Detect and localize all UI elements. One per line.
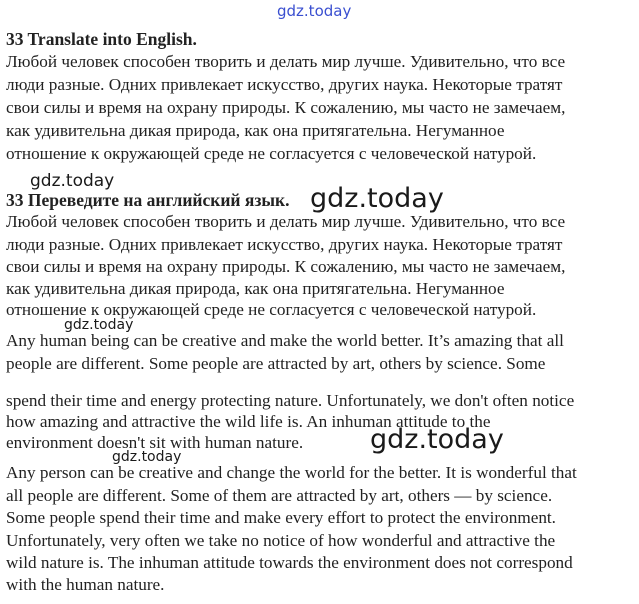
watermark-4: gdz.today [370, 424, 504, 455]
watermark-2: gdz.today [310, 183, 444, 214]
task2-line-2: люди разные. Одних привлекает искусство, других наука. Некоторые тратят [6, 235, 563, 254]
answer2-line-6: with the human nature. [6, 575, 165, 594]
watermark-5: gdz.today [112, 449, 182, 465]
answer2-line-5: wild nature is. The inhuman attitude towards the environment does not correspond [6, 553, 573, 572]
answer1-line-1: Any human being can be creative and make the world better. It’s amazing that all [6, 331, 564, 350]
task2-heading: 33 Переведите на английский язык. [6, 190, 290, 210]
task2-line-1: Любой человек способен творить и делать мир лучше. Удивительно, что все [6, 212, 566, 231]
answer2-line-3: Some people spend their time and make every effort to protect the environment. [6, 508, 556, 527]
task1-line-4: как удивительна дикая природа, как она притягательна. Негуманное [6, 121, 505, 140]
task1-line-5: отношение к окружающей среде не согласуется с человеческой натурой. [6, 144, 537, 163]
answer2-line-2: all people are different. Some of them are attracted by art, others — by science. [6, 486, 553, 505]
watermark-top: gdz.today [277, 2, 352, 20]
task1-line-2: люди разные. Одних привлекает искусство, других наука. Некоторые тратят [6, 75, 563, 94]
answer2-line-1: Any person can be creative and change the world for the better. It is wonderful that [6, 463, 577, 482]
answer1-line-3: spend their time and energy protecting nature. Unfortunately, we don't often notice [6, 391, 575, 410]
task2-line-3: свои силы и время на охрану природы. К сожалению, мы часто не замечаем, [6, 257, 566, 276]
task1-line-3: свои силы и время на охрану природы. К сожалению, мы часто не замечаем, [6, 98, 566, 117]
watermark-3: gdz.today [64, 317, 134, 333]
watermark-1: gdz.today [30, 171, 115, 191]
answer1-line-2: people are different. Some people are attracted by art, others by science. Some [6, 354, 546, 373]
answer2-line-4: Unfortunately, very often we take no notice of how wonderful and attractive the [6, 531, 556, 550]
answer1-line-4: how amazing and attractive the wild life is. An inhuman attitude to the [6, 412, 491, 431]
task1-line-1: Любой человек способен творить и делать мир лучше. Удивительно, что все [6, 52, 566, 71]
task2-line-5: отношение к окружающей среде не согласуется с человеческой натурой. [6, 300, 537, 319]
task2-line-4: как удивительна дикая природа, как она притягательна. Негуманное [6, 279, 505, 298]
answer1-line-5: environment doesn't sit with human nature. [6, 433, 304, 452]
task1-heading: 33 Translate into English. [6, 29, 197, 49]
